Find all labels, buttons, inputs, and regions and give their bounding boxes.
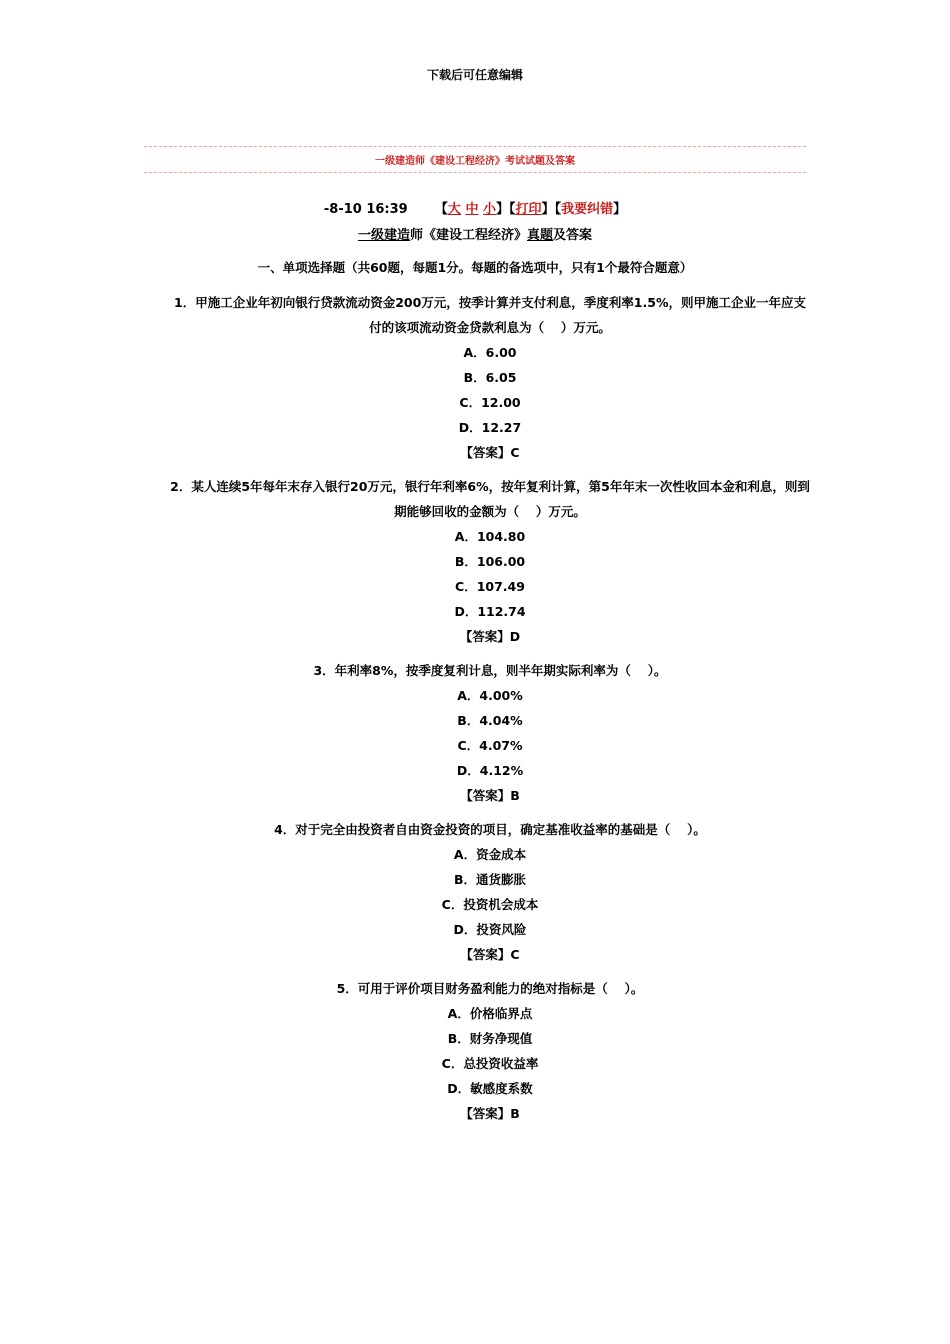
option-d: D．112.74 — [454, 604, 526, 619]
top-note: 下载后可任意编辑 — [426, 68, 523, 82]
option-b: B．6.05 — [463, 370, 517, 385]
banner-top-divider — [144, 146, 806, 147]
question-stem: 4．对于完全由投资者自由资金投资的项目，确定基准收益率的基础是（ ）。 — [274, 822, 706, 837]
question-4 — [170, 817, 810, 967]
option-a: A．104.80 — [454, 529, 526, 544]
font-size-bracket-open: 【 — [434, 202, 448, 217]
report-bracket-open: 【 — [554, 202, 562, 217]
option-c: C．4.07% — [457, 738, 523, 753]
option-c: C．总投资收益率 — [441, 1056, 539, 1071]
banner-bottom-divider — [144, 172, 806, 173]
option-a: A．价格临界点 — [447, 1006, 533, 1021]
article-meta — [0, 198, 950, 217]
option-d: D．12.27 — [458, 420, 522, 435]
option-a: A．4.00% — [457, 688, 523, 703]
font-size-bracket-close: 】 — [496, 202, 510, 217]
option-a: A．6.00 — [463, 345, 517, 360]
question-list — [170, 290, 810, 1135]
report-bracket-close: 】 — [613, 202, 627, 217]
font-size-small-link[interactable]: 小 — [482, 202, 496, 217]
question-5 — [170, 976, 810, 1126]
option-b: B．106.00 — [454, 554, 526, 569]
question-2 — [170, 474, 810, 649]
answer: 【答案】D — [459, 629, 521, 644]
option-c: C．107.49 — [455, 579, 525, 594]
document-title — [0, 224, 950, 243]
option-a: A．资金成本 — [453, 847, 527, 862]
question-stem: 2．某人连续5年每年末存入银行20万元，银行年利率6%，按年复利计算，第5年年末一次性收回本金和利息，则到期能够回收的金额为（ ）万元。 — [170, 479, 810, 519]
title-part-1: 一级建造 — [357, 228, 410, 243]
font-size-large-link[interactable]: 大 — [447, 202, 461, 217]
title-part-3: 真题 — [527, 228, 554, 243]
option-b: B．通货膨胀 — [453, 872, 527, 887]
answer: 【答案】C — [460, 445, 520, 460]
publish-date: -8-10 16:39 — [323, 202, 408, 217]
option-d: D．4.12% — [456, 763, 524, 778]
answer: 【答案】C — [460, 947, 520, 962]
title-part-2: 师《建设工程经济》 — [409, 228, 527, 243]
answer: 【答案】B — [460, 788, 520, 803]
question-stem: 1．甲施工企业年初向银行贷款流动资金200万元，按季计算并支付利息，季度利率1.5%，则甲施工企业一年应支付的该项流动资金贷款利息为（ ）万元。 — [174, 295, 806, 335]
option-d: D．投资风险 — [453, 922, 527, 937]
question-stem: 5．可用于评价项目财务盈利能力的绝对指标是（ ）。 — [336, 981, 644, 996]
question-stem: 3．年利率8%，按季度复利计息，则半年期实际利率为（ ）。 — [313, 663, 667, 678]
print-bracket-open: 【 — [509, 202, 516, 217]
option-b: B．财务净现值 — [447, 1031, 533, 1046]
option-c: C．12.00 — [459, 395, 521, 410]
option-d: D．敏感度系数 — [447, 1081, 533, 1096]
option-b: B．4.04% — [457, 713, 523, 728]
print-bracket-close: 】 — [541, 202, 555, 217]
print-link[interactable]: 打印 — [515, 202, 542, 217]
answer: 【答案】B — [460, 1106, 520, 1121]
question-1 — [170, 290, 810, 465]
title-part-4: 及答案 — [553, 228, 593, 243]
question-3 — [170, 658, 810, 808]
banner-title: 一级建造师《建设工程经济》考试试题及答案 — [375, 156, 575, 167]
font-size-medium-link[interactable]: 中 — [465, 202, 479, 217]
option-c: C．投资机会成本 — [441, 897, 539, 912]
section-heading: 一、单项选择题（共60题，每题1分。每题的备选项中，只有1个最符合题意） — [257, 260, 693, 275]
report-error-link[interactable]: 我要纠错 — [561, 202, 614, 217]
